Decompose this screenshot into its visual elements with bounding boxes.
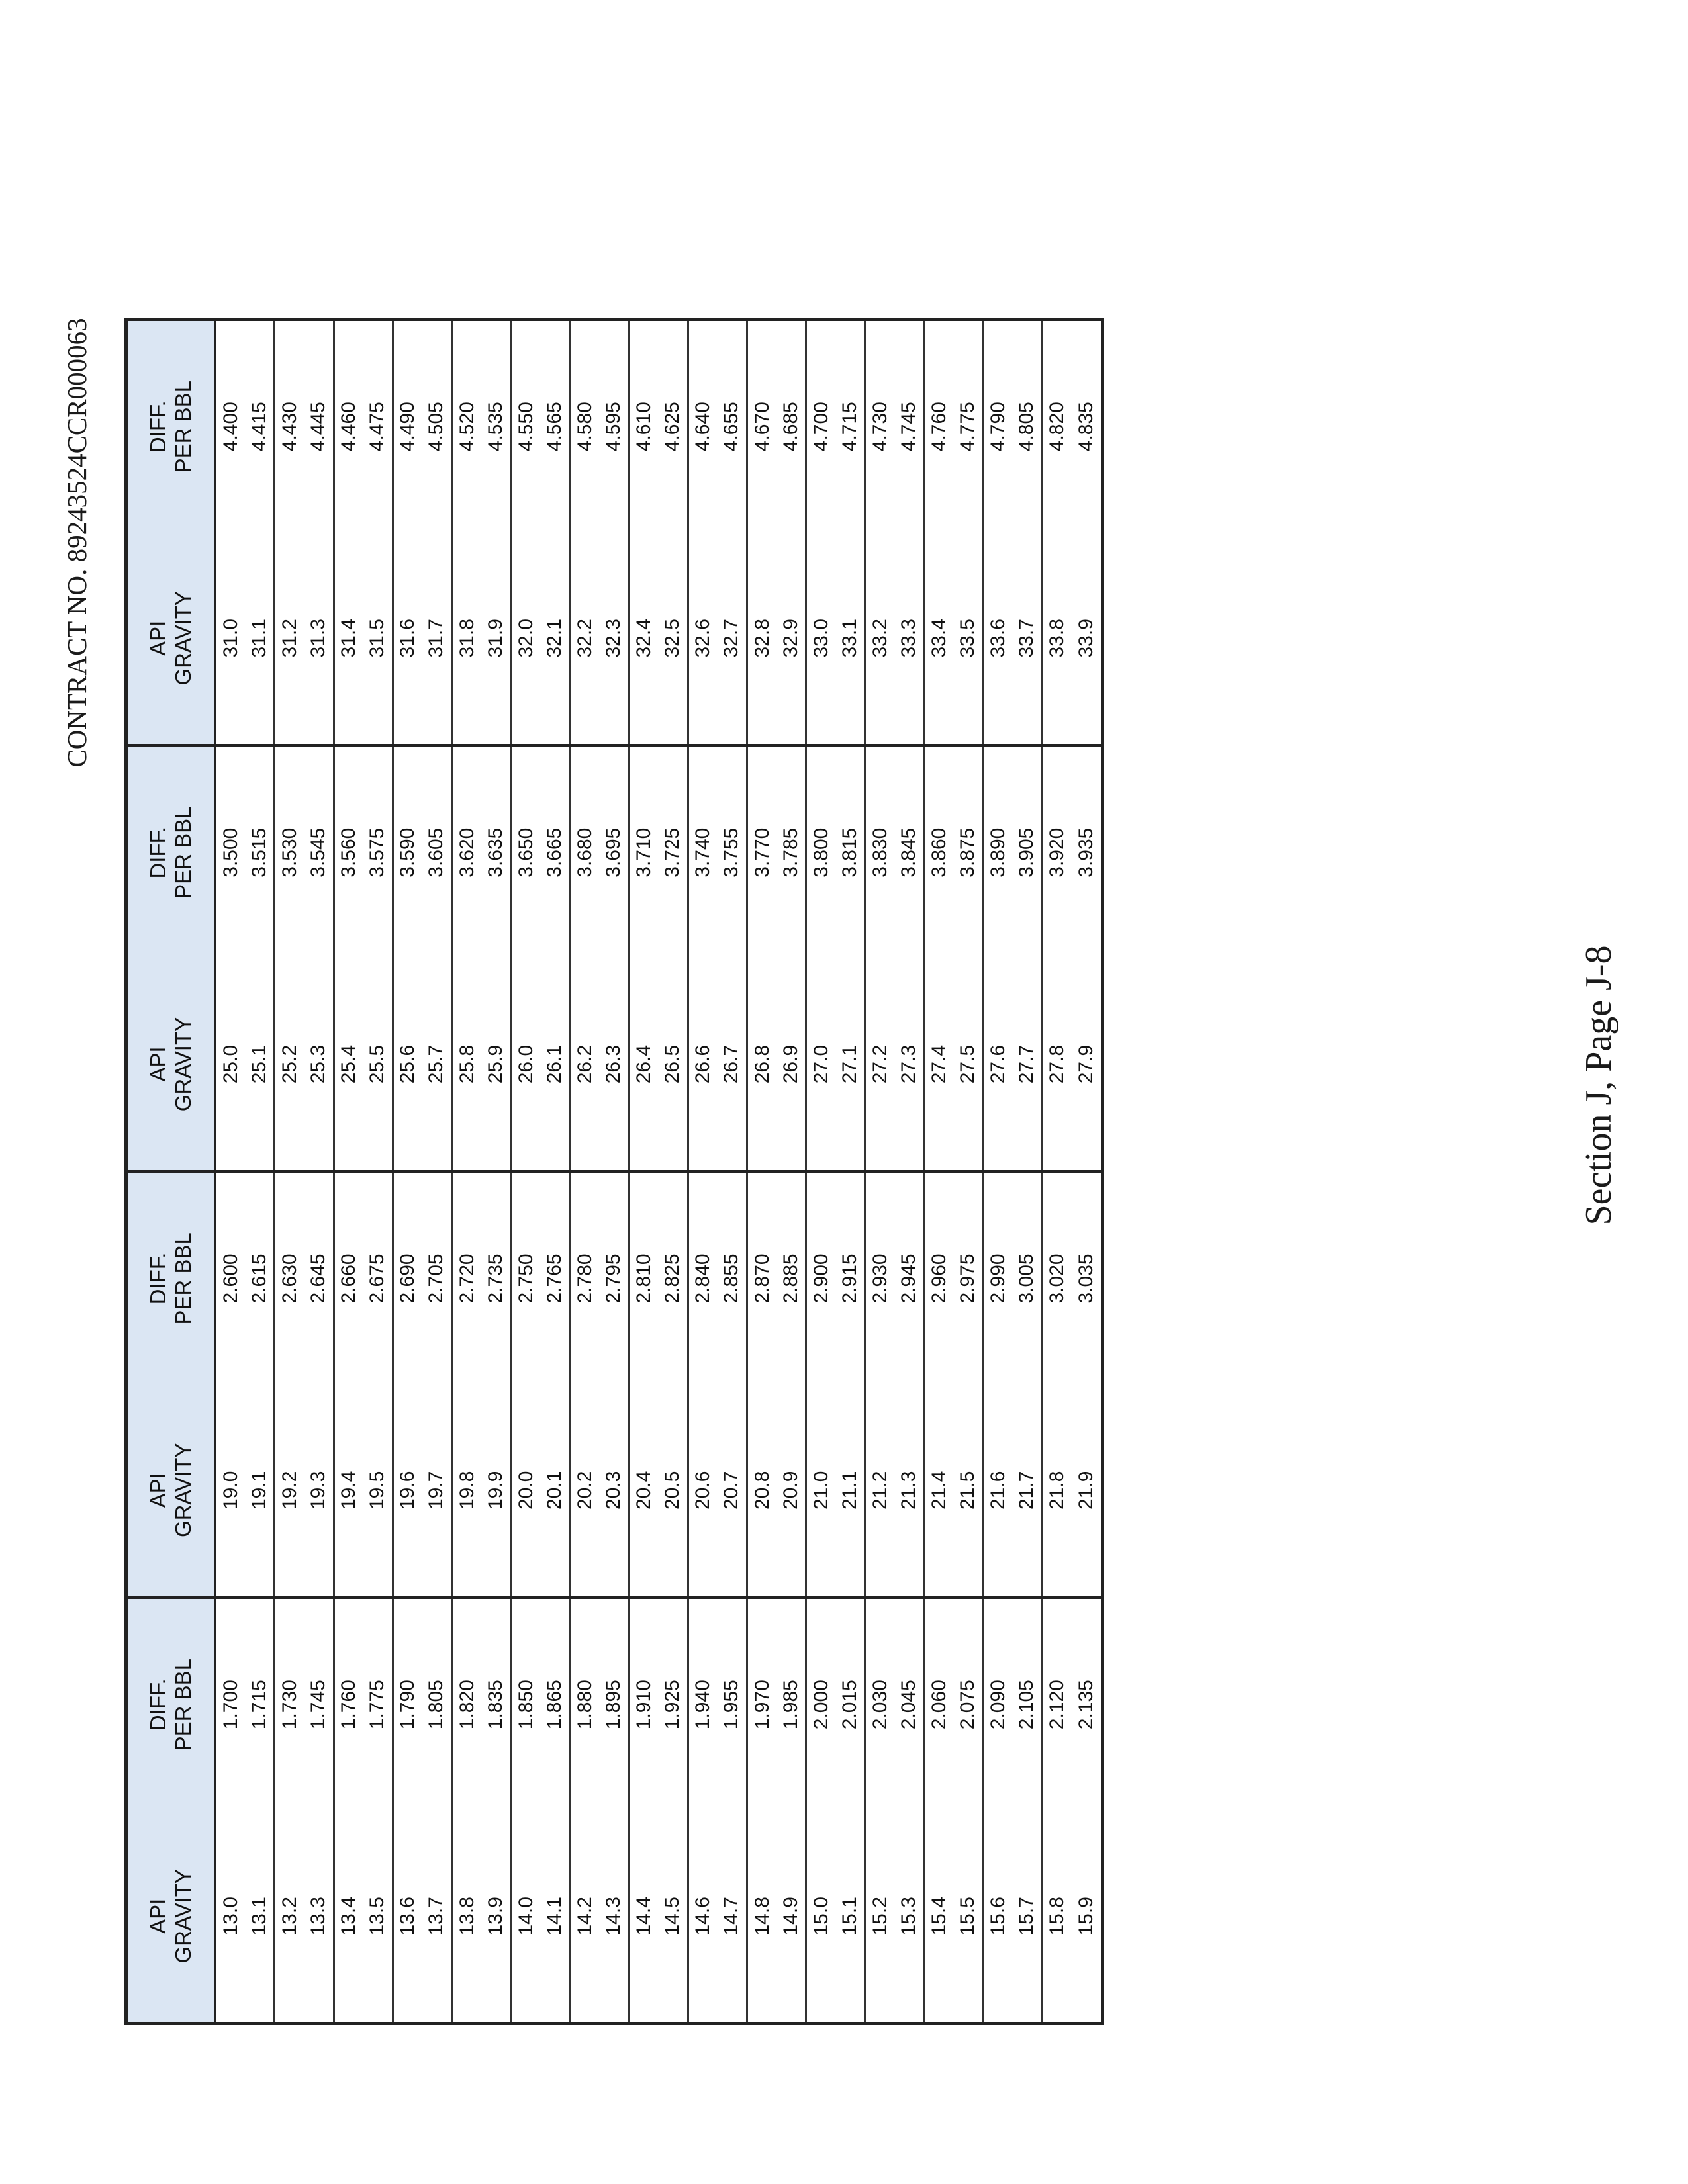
api-gravity-cell: 13.6	[397, 1897, 419, 1936]
diff-per-bbl-cell: 3.035	[1074, 1253, 1097, 1304]
api-gravity-cell: 19.6	[393, 1385, 422, 1598]
api-gravity-cell: 20.5	[659, 1385, 688, 1598]
api-gravity-cell: 14.0	[514, 1897, 537, 1936]
diff-per-bbl-cell: 4.760	[928, 402, 951, 452]
diff-per-bbl-cell: 4.430	[279, 402, 301, 452]
diff-per-bbl-cell: 3.605	[422, 745, 452, 958]
diff-per-bbl-cell: 1.730	[279, 1680, 301, 1730]
api-gravity-cell: 14.8	[751, 1897, 773, 1936]
api-gravity-cell: 13.0	[219, 1897, 242, 1936]
diff-per-bbl-cell: 4.400	[219, 402, 242, 452]
api-gravity-cell: 19.1	[245, 1385, 275, 1598]
diff-per-bbl-cell: 3.635	[481, 745, 511, 958]
api-gravity-cell: 14.9	[776, 1811, 806, 2024]
api-gravity-cell: 21.5	[954, 1385, 984, 1598]
api-gravity-cell: 31.3	[305, 532, 334, 745]
api-gravity-cell: 31.7	[422, 532, 452, 745]
api-gravity-cell: 27.7	[1013, 958, 1043, 1171]
api-gravity-cell: 19.4	[334, 1385, 363, 1598]
api-gravity-cell: 13.2	[279, 1897, 301, 1936]
diff-per-bbl-cell: 2.690	[397, 1253, 419, 1304]
table-row	[1013, 320, 1043, 2024]
table-row	[924, 320, 954, 2024]
api-gravity-cell: 33.5	[954, 532, 984, 745]
api-gravity-cell: 33.3	[894, 532, 924, 745]
api-gravity-cell: 20.9	[776, 1385, 806, 1598]
api-gravity-cell: 20.8	[747, 1385, 776, 1598]
diff-per-bbl-cell: 3.500	[219, 827, 242, 878]
diff-per-bbl-cell: 3.860	[928, 827, 951, 878]
diff-per-bbl-cell: 2.915	[835, 1171, 865, 1385]
api-gravity-cell: 33.0	[806, 532, 836, 745]
diff-per-bbl-cell: 3.740	[692, 827, 714, 878]
table-row	[865, 320, 895, 2024]
api-gravity-cell: 27.6	[983, 958, 1013, 1171]
diff-per-bbl-cell: 2.900	[810, 1253, 832, 1304]
api-gravity-cell: 13.8	[455, 1897, 478, 1936]
api-gravity-cell: 13.7	[422, 1811, 452, 2024]
api-gravity-cell: 27.8	[1042, 958, 1072, 1171]
diff-per-bbl-cell: 1.925	[659, 1598, 688, 1811]
api-gravity-cell: 13.5	[363, 1811, 393, 2024]
diff-per-bbl-cell: 2.105	[1013, 1598, 1043, 1811]
table-row	[776, 320, 806, 2024]
table-row	[894, 320, 924, 2024]
api-gravity-header: API GRAVITY	[126, 1811, 216, 2024]
api-gravity-cell: 13.9	[481, 1811, 511, 2024]
diff-per-bbl-cell: 2.045	[894, 1598, 924, 1811]
table-row	[659, 320, 688, 2024]
diff-per-bbl-cell: 2.675	[363, 1171, 393, 1385]
diff-per-bbl-cell: 3.575	[363, 745, 393, 958]
diff-per-bbl-cell: 4.580	[573, 402, 596, 452]
diff-per-bbl-cell: 2.645	[305, 1171, 334, 1385]
diff-per-bbl-cell: 2.750	[514, 1253, 537, 1304]
diff-per-bbl-cell: 1.790	[397, 1680, 419, 1730]
api-gravity-cell: 15.0	[810, 1897, 832, 1936]
api-gravity-table-container	[124, 318, 1104, 2025]
table-row	[422, 320, 452, 2024]
diff-per-bbl-cell: 3.890	[987, 827, 1009, 878]
diff-per-bbl-cell: 2.015	[835, 1598, 865, 1811]
api-gravity-cell: 14.1	[540, 1811, 570, 2024]
diff-per-bbl-cell: 4.565	[540, 320, 570, 533]
diff-per-bbl-cell: 1.985	[776, 1598, 806, 1811]
diff-per-bbl-cell: 2.720	[455, 1253, 478, 1304]
diff-per-bbl-cell: 3.020	[1046, 1253, 1068, 1304]
diff-per-bbl-cell: 1.820	[455, 1680, 478, 1730]
diff-per-bbl-cell: 3.920	[1046, 827, 1068, 878]
diff-per-bbl-header: DIFF. PER BBL	[126, 1598, 216, 1811]
diff-per-bbl-cell: 3.515	[245, 745, 275, 958]
section-page-label: Section J, Page J-8	[1578, 945, 1619, 1226]
diff-per-bbl-cell: 4.595	[599, 320, 629, 533]
diff-per-bbl-cell: 1.775	[363, 1598, 393, 1811]
api-gravity-cell: 14.6	[692, 1897, 714, 1936]
api-gravity-cell: 19.5	[363, 1385, 393, 1598]
diff-per-bbl-cell: 2.810	[633, 1253, 655, 1304]
api-gravity-header: API GRAVITY	[126, 1385, 216, 1598]
api-gravity-cell: 31.6	[393, 532, 422, 745]
api-gravity-cell: 33.2	[865, 532, 895, 745]
api-gravity-cell: 25.4	[334, 958, 363, 1171]
diff-per-bbl-cell: 3.815	[835, 745, 865, 958]
api-gravity-cell: 25.6	[393, 958, 422, 1171]
api-gravity-cell: 15.3	[894, 1811, 924, 2024]
diff-per-bbl-cell: 2.870	[751, 1253, 773, 1304]
api-gravity-cell: 14.3	[599, 1811, 629, 2024]
diff-per-bbl-cell: 3.875	[954, 745, 984, 958]
diff-per-bbl-cell: 3.845	[894, 745, 924, 958]
api-gravity-cell: 20.1	[540, 1385, 570, 1598]
diff-per-bbl-cell: 4.820	[1046, 402, 1068, 452]
diff-per-bbl-cell: 4.475	[363, 320, 393, 533]
api-gravity-cell: 25.9	[481, 958, 511, 1171]
api-gravity-cell: 15.4	[928, 1897, 951, 1936]
diff-per-bbl-cell: 2.885	[776, 1171, 806, 1385]
api-gravity-cell: 19.0	[215, 1385, 245, 1598]
diff-per-bbl-header: DIFF. PER BBL	[126, 1171, 216, 1385]
api-gravity-cell: 21.0	[806, 1385, 836, 1598]
api-gravity-cell: 26.4	[629, 958, 659, 1171]
api-gravity-cell: 33.8	[1042, 532, 1072, 745]
api-gravity-header: API GRAVITY	[126, 532, 216, 745]
api-gravity-cell: 26.1	[540, 958, 570, 1171]
diff-per-bbl-cell: 4.520	[455, 402, 478, 452]
diff-per-bbl-header: DIFF. PER BBL	[126, 745, 216, 958]
diff-per-bbl-cell: 3.800	[810, 827, 832, 878]
api-gravity-cell: 15.7	[1013, 1811, 1043, 2024]
api-gravity-cell: 21.9	[1072, 1385, 1103, 1598]
diff-per-bbl-cell: 2.075	[954, 1598, 984, 1811]
api-gravity-cell: 26.9	[776, 958, 806, 1171]
diff-per-bbl-cell: 4.700	[810, 402, 832, 452]
api-gravity-cell: 19.8	[452, 1385, 482, 1598]
diff-per-bbl-cell: 1.715	[245, 1598, 275, 1811]
api-gravity-cell: 13.3	[305, 1811, 334, 2024]
diff-per-bbl-cell: 4.775	[954, 320, 984, 533]
api-gravity-differential-table	[124, 318, 1104, 2025]
api-gravity-cell: 21.3	[894, 1385, 924, 1598]
diff-per-bbl-cell: 1.895	[599, 1598, 629, 1811]
diff-per-bbl-cell: 1.850	[514, 1680, 537, 1730]
table-row	[334, 320, 363, 2024]
diff-per-bbl-cell: 3.725	[659, 745, 688, 958]
api-gravity-cell: 27.2	[865, 958, 895, 1171]
diff-per-bbl-cell: 2.990	[987, 1253, 1009, 1304]
table-row	[747, 320, 776, 2024]
diff-per-bbl-cell: 4.730	[868, 402, 891, 452]
table-row	[954, 320, 984, 2024]
diff-per-bbl-cell: 2.030	[868, 1680, 891, 1730]
table-row	[540, 320, 570, 2024]
table-row	[1072, 320, 1103, 2024]
api-gravity-cell: 33.1	[835, 532, 865, 745]
api-gravity-cell: 26.7	[718, 958, 747, 1171]
diff-per-bbl-cell: 4.505	[422, 320, 452, 533]
diff-per-bbl-cell: 1.910	[633, 1680, 655, 1730]
api-gravity-cell: 14.7	[718, 1811, 747, 2024]
api-gravity-cell: 33.7	[1013, 532, 1043, 745]
api-gravity-cell: 21.4	[924, 1385, 954, 1598]
api-gravity-cell: 32.0	[511, 532, 541, 745]
diff-per-bbl-cell: 2.930	[868, 1253, 891, 1304]
api-gravity-cell: 21.7	[1013, 1385, 1043, 1598]
diff-per-bbl-cell: 3.620	[455, 827, 478, 878]
api-gravity-cell: 25.3	[305, 958, 334, 1171]
diff-per-bbl-cell: 2.795	[599, 1171, 629, 1385]
api-gravity-cell: 31.4	[334, 532, 363, 745]
diff-per-bbl-cell: 4.835	[1074, 402, 1097, 452]
api-gravity-cell: 27.4	[924, 958, 954, 1171]
diff-per-bbl-cell: 4.655	[718, 320, 747, 533]
diff-per-bbl-cell: 2.060	[928, 1680, 951, 1730]
diff-per-bbl-cell: 4.640	[692, 402, 714, 452]
diff-per-bbl-cell: 1.880	[573, 1680, 596, 1730]
diff-per-bbl-cell: 4.415	[245, 320, 275, 533]
table-row	[481, 320, 511, 2024]
api-gravity-cell: 15.5	[954, 1811, 984, 2024]
diff-per-bbl-cell: 2.945	[894, 1171, 924, 1385]
api-gravity-cell: 32.4	[629, 532, 659, 745]
api-gravity-cell: 31.8	[452, 532, 482, 745]
diff-per-bbl-cell: 4.490	[397, 402, 419, 452]
api-gravity-cell: 25.8	[452, 958, 482, 1171]
api-gravity-cell: 21.1	[835, 1385, 865, 1598]
api-gravity-cell: 21.8	[1042, 1385, 1072, 1598]
table-row	[806, 320, 836, 2024]
diff-per-bbl-cell: 3.650	[514, 827, 537, 878]
contract-number: CONTRACT NO. 89243524CCR000063	[62, 318, 92, 768]
api-gravity-cell: 25.2	[275, 958, 305, 1171]
api-gravity-cell: 26.5	[659, 958, 688, 1171]
api-gravity-cell: 21.6	[983, 1385, 1013, 1598]
api-gravity-cell: 31.9	[481, 532, 511, 745]
table-row	[718, 320, 747, 2024]
api-gravity-cell: 27.1	[835, 958, 865, 1171]
diff-per-bbl-cell: 3.710	[633, 827, 655, 878]
diff-per-bbl-cell: 2.630	[279, 1253, 301, 1304]
api-gravity-cell: 32.8	[747, 532, 776, 745]
diff-per-bbl-header: DIFF. PER BBL	[126, 320, 216, 533]
table-row	[570, 320, 600, 2024]
diff-per-bbl-cell: 1.700	[219, 1680, 242, 1730]
diff-per-bbl-cell: 4.670	[751, 402, 773, 452]
diff-per-bbl-cell: 4.715	[835, 320, 865, 533]
api-gravity-cell: 33.4	[924, 532, 954, 745]
api-gravity-cell: 19.9	[481, 1385, 511, 1598]
api-gravity-cell: 15.8	[1046, 1897, 1068, 1936]
diff-per-bbl-cell: 2.000	[810, 1680, 832, 1730]
api-gravity-cell: 20.6	[688, 1385, 718, 1598]
diff-per-bbl-cell: 1.805	[422, 1598, 452, 1811]
api-gravity-cell: 26.8	[747, 958, 776, 1171]
diff-per-bbl-cell: 1.745	[305, 1598, 334, 1811]
diff-per-bbl-cell: 2.825	[659, 1171, 688, 1385]
diff-per-bbl-cell: 3.560	[338, 827, 360, 878]
api-gravity-cell: 21.2	[865, 1385, 895, 1598]
diff-per-bbl-cell: 3.590	[397, 827, 419, 878]
diff-per-bbl-cell: 3.530	[279, 827, 301, 878]
api-gravity-cell: 31.1	[245, 532, 275, 745]
api-gravity-cell: 27.0	[806, 958, 836, 1171]
api-gravity-cell: 19.3	[305, 1385, 334, 1598]
api-gravity-cell: 14.5	[659, 1811, 688, 2024]
table-row	[983, 320, 1013, 2024]
api-gravity-cell: 15.2	[868, 1897, 891, 1936]
table-row	[688, 320, 718, 2024]
diff-per-bbl-cell: 3.680	[573, 827, 596, 878]
table-header-row	[126, 320, 216, 2024]
api-gravity-cell: 19.2	[275, 1385, 305, 1598]
api-gravity-header: API GRAVITY	[126, 958, 216, 1171]
api-gravity-cell: 32.2	[570, 532, 600, 745]
table-row	[275, 320, 305, 2024]
diff-per-bbl-cell: 2.120	[1046, 1680, 1068, 1730]
diff-per-bbl-cell: 4.625	[659, 320, 688, 533]
api-gravity-cell: 26.6	[688, 958, 718, 1171]
diff-per-bbl-cell: 1.970	[751, 1680, 773, 1730]
diff-per-bbl-cell: 1.955	[718, 1598, 747, 1811]
api-gravity-cell: 27.3	[894, 958, 924, 1171]
diff-per-bbl-cell: 2.135	[1074, 1680, 1097, 1730]
table-row	[1042, 320, 1072, 2024]
table-row	[393, 320, 422, 2024]
diff-per-bbl-cell: 4.805	[1013, 320, 1043, 533]
api-gravity-cell: 20.0	[511, 1385, 541, 1598]
api-gravity-cell: 15.1	[835, 1811, 865, 2024]
diff-per-bbl-cell: 2.765	[540, 1171, 570, 1385]
diff-per-bbl-cell: 2.705	[422, 1171, 452, 1385]
diff-per-bbl-cell: 2.960	[928, 1253, 951, 1304]
diff-per-bbl-cell: 4.610	[633, 402, 655, 452]
diff-per-bbl-cell: 2.840	[692, 1253, 714, 1304]
api-gravity-cell: 26.0	[511, 958, 541, 1171]
diff-per-bbl-cell: 2.975	[954, 1171, 984, 1385]
api-gravity-cell: 32.1	[540, 532, 570, 745]
api-gravity-cell: 31.5	[363, 532, 393, 745]
table-row	[452, 320, 482, 2024]
api-gravity-cell: 14.4	[633, 1897, 655, 1936]
diff-per-bbl-cell: 2.780	[573, 1253, 596, 1304]
diff-per-bbl-cell: 2.090	[987, 1680, 1009, 1730]
diff-per-bbl-cell: 3.755	[718, 745, 747, 958]
diff-per-bbl-cell: 1.835	[481, 1598, 511, 1811]
table-row	[363, 320, 393, 2024]
api-gravity-cell: 13.4	[338, 1897, 360, 1936]
api-gravity-cell: 15.9	[1074, 1897, 1097, 1936]
diff-per-bbl-cell: 3.785	[776, 745, 806, 958]
api-gravity-cell: 33.6	[983, 532, 1013, 745]
diff-per-bbl-cell: 2.660	[338, 1253, 360, 1304]
api-gravity-cell: 32.7	[718, 532, 747, 745]
api-gravity-cell: 25.0	[215, 958, 245, 1171]
diff-per-bbl-cell: 4.745	[894, 320, 924, 533]
diff-per-bbl-cell: 4.535	[481, 320, 511, 533]
table-row	[215, 320, 245, 2024]
api-gravity-cell: 20.2	[570, 1385, 600, 1598]
diff-per-bbl-cell: 2.735	[481, 1171, 511, 1385]
api-gravity-cell: 31.2	[275, 532, 305, 745]
diff-per-bbl-cell: 1.940	[692, 1680, 714, 1730]
diff-per-bbl-cell: 4.445	[305, 320, 334, 533]
diff-per-bbl-cell: 3.830	[868, 827, 891, 878]
diff-per-bbl-cell: 1.760	[338, 1680, 360, 1730]
api-gravity-cell: 27.9	[1072, 958, 1103, 1171]
diff-per-bbl-cell: 2.855	[718, 1171, 747, 1385]
api-gravity-cell: 14.2	[573, 1897, 596, 1936]
api-gravity-cell: 25.1	[245, 958, 275, 1171]
diff-per-bbl-cell: 2.615	[245, 1171, 275, 1385]
diff-per-bbl-cell: 4.460	[338, 402, 360, 452]
diff-per-bbl-cell: 3.545	[305, 745, 334, 958]
api-gravity-cell: 25.5	[363, 958, 393, 1171]
diff-per-bbl-cell: 3.695	[599, 745, 629, 958]
api-gravity-cell: 32.5	[659, 532, 688, 745]
api-gravity-cell: 20.3	[599, 1385, 629, 1598]
diff-per-bbl-cell: 4.790	[987, 402, 1009, 452]
api-gravity-cell: 32.9	[776, 532, 806, 745]
api-gravity-cell: 20.7	[718, 1385, 747, 1598]
api-gravity-cell: 13.1	[245, 1811, 275, 2024]
diff-per-bbl-cell: 2.600	[219, 1253, 242, 1304]
api-gravity-cell: 33.9	[1072, 532, 1103, 745]
table-row	[629, 320, 659, 2024]
api-gravity-cell: 15.6	[987, 1897, 1009, 1936]
api-gravity-cell: 27.5	[954, 958, 984, 1171]
diff-per-bbl-cell: 3.935	[1074, 827, 1097, 878]
api-gravity-cell: 32.3	[599, 532, 629, 745]
api-gravity-cell: 26.3	[599, 958, 629, 1171]
table-row	[305, 320, 334, 2024]
diff-per-bbl-cell: 1.865	[540, 1598, 570, 1811]
diff-per-bbl-cell: 3.770	[751, 827, 773, 878]
table-row	[245, 320, 275, 2024]
api-gravity-cell: 19.7	[422, 1385, 452, 1598]
diff-per-bbl-cell: 3.665	[540, 745, 570, 958]
table-row	[835, 320, 865, 2024]
table-row	[599, 320, 629, 2024]
api-gravity-cell: 32.6	[688, 532, 718, 745]
api-gravity-cell: 31.0	[215, 532, 245, 745]
diff-per-bbl-cell: 4.550	[514, 402, 537, 452]
diff-per-bbl-cell: 4.685	[776, 320, 806, 533]
diff-per-bbl-cell: 3.005	[1013, 1171, 1043, 1385]
table-row	[511, 320, 541, 2024]
api-gravity-cell: 25.7	[422, 958, 452, 1171]
api-gravity-cell: 20.4	[629, 1385, 659, 1598]
diff-per-bbl-cell: 3.905	[1013, 745, 1043, 958]
api-gravity-cell: 26.2	[570, 958, 600, 1171]
